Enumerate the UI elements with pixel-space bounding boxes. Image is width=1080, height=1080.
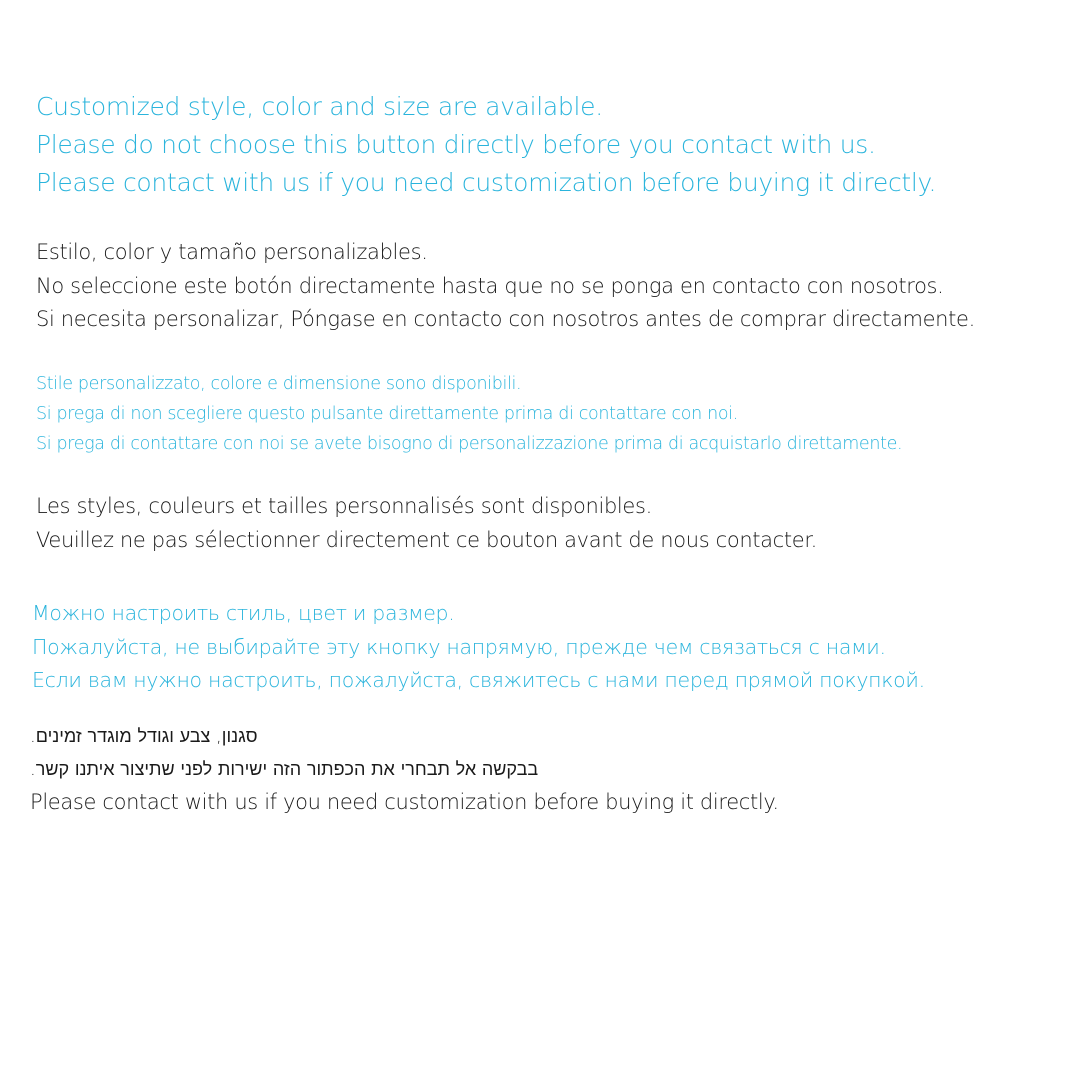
italian-notice: [36, 369, 902, 459]
spanish-line-do-not-choose: No seleccione este botón directamente hasta que no se ponga en contacto con nosotros.: [36, 273, 944, 298]
english-line-customization-available: Customized style, color and size are available.: [36, 92, 603, 121]
russian-notice: [32, 597, 925, 698]
italian-line-do-not-choose: Si prega di non scegliere questo pulsante direttamente prima di contattare con noi.: [36, 404, 738, 424]
russian-line-customization-available: Можно настроить стиль, цвет и размер.: [32, 601, 455, 625]
hebrew-notice: [30, 720, 779, 819]
english-notice: [36, 88, 936, 202]
spanish-line-customization-available: Estilo, color y tamaño personalizables.: [36, 240, 428, 264]
italian-line-customization-available: Stile personalizzato, colore e dimensione sono disponibili.: [36, 374, 522, 394]
spanish-notice: [36, 236, 975, 337]
spanish-line-contact-before-buying: Si necesita personalizar, Póngase en contacto con nosotros antes de comprar directamente.: [36, 307, 975, 331]
russian-line-contact-before-buying: Если вам нужно настроить, пожалуйста, свяжитесь с нами перед прямой покупкой.: [32, 668, 925, 692]
russian-line-do-not-choose: Пожалуйста, не выбирайте эту кнопку напрямую, прежде чем связаться с нами.: [32, 634, 886, 659]
french-notice: [36, 490, 817, 557]
hebrew-line-customization-available: סגנון, צבע וגודל מוגדר זמינים.: [30, 726, 258, 747]
french-line-customization-available: Les styles, couleurs et tailles personnalisés sont disponibles.: [36, 494, 652, 518]
hebrew-section-english-line: Please contact with us if you need customization before buying it directly.: [30, 790, 779, 814]
italian-line-contact-before-buying: Si prega di contattare con noi se avete bisogno di personalizzazione prima di acquistarlo direttamente.: [36, 434, 903, 454]
english-line-do-not-choose: Please do not choose this button directly before you contact with us.: [36, 130, 876, 159]
french-line-do-not-choose: Veuillez ne pas sélectionner directement ce bouton avant de nous contacter.: [36, 527, 818, 552]
hebrew-line-do-not-choose: בבקשה אל תבחרי את הכפתור הזה ישירות לפני שתיצור איתנו קשר.: [30, 759, 539, 780]
english-line-contact-before-buying: Please contact with us if you need customization before buying it directly.: [36, 168, 937, 197]
